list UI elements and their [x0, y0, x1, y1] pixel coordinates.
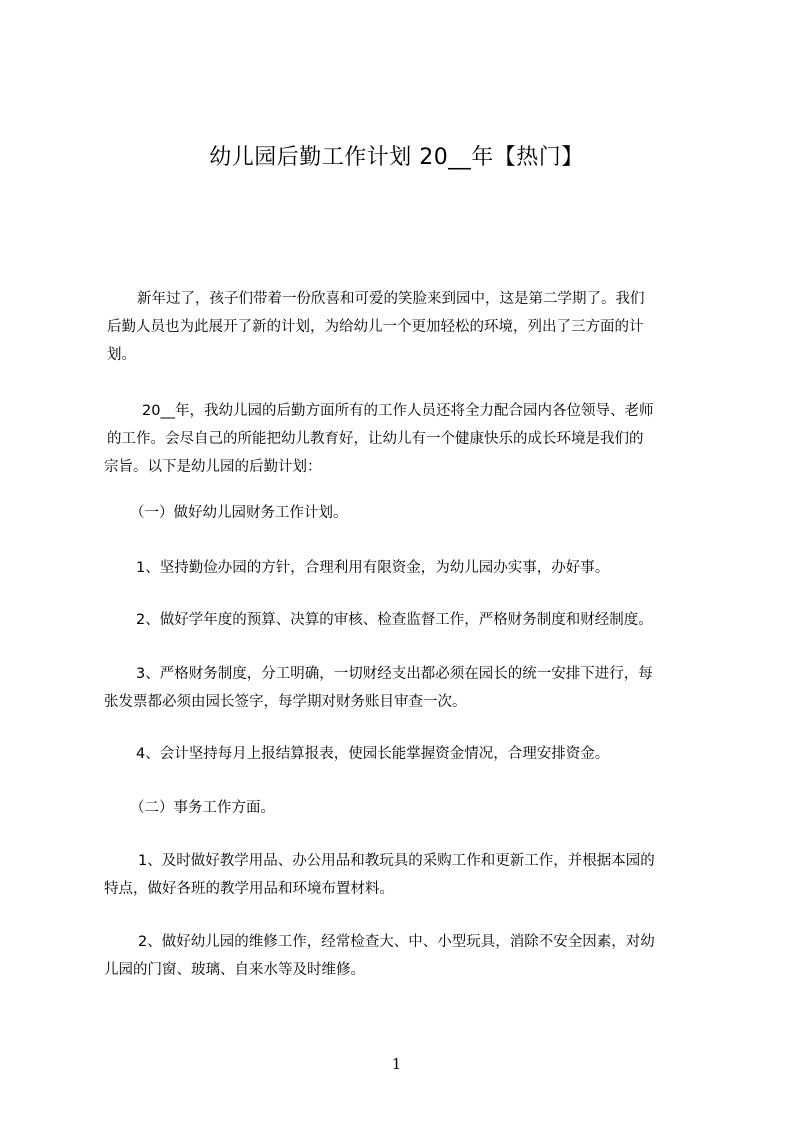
text-line: 20__年，我幼儿园的后勤方面所有的工作人员还将全力配合园内各位领导、老师	[142, 403, 654, 419]
text-line: 宗旨。以下是幼儿园的后勤计划：	[104, 459, 322, 475]
page-number: 1	[391, 1055, 402, 1073]
document-title: 幼儿园后勤工作计划 20__年【热门】	[209, 145, 584, 170]
list-item-finance-3	[104, 660, 710, 716]
text-line: 划。	[107, 347, 136, 363]
text-line: 4、会计坚持每月上报结算报表，使园长能掌握资金情况，合理安排资金。	[136, 746, 610, 762]
list-item-finance-1	[104, 554, 710, 582]
text-line: （一）做好幼儿园财务工作计划。	[130, 505, 348, 521]
text-line: 的工作。会尽自己的所能把幼儿教育好，让幼儿有一个健康快乐的成长环境是我们的	[107, 431, 644, 447]
list-item-affairs-2	[104, 928, 710, 984]
text-line: 1、坚持勤俭办园的方针，合理利用有限资金，为幼儿园办实事，办好事。	[136, 560, 610, 576]
section-heading-finance	[104, 499, 710, 527]
text-line: 3、严格财务制度，分工明确，一切财经支出都必须在园长的统一安排下进行，每	[136, 666, 653, 682]
text-line: 儿园的门窗、玻璃、自来水等及时维修。	[104, 962, 365, 978]
text-line: 新年过了，孩子们带着一份欣喜和可爱的笑脸来到园中，这是第二学期了。我们	[137, 291, 645, 307]
text-line: 张发票都必须由园长签字，每学期对财务账目审查一次。	[104, 694, 467, 710]
list-item-finance-4	[104, 740, 710, 768]
text-line: 2、做好幼儿园的维修工作，经常检查大、中、小型玩具，消除不安全因素，对幼	[138, 934, 655, 950]
text-line: 1、及时做好教学用品、办公用品和教玩具的采购工作和更新工作，并根据本园的	[138, 853, 655, 869]
list-item-finance-2	[104, 606, 710, 634]
paragraph-intro	[104, 285, 710, 369]
list-item-affairs-1	[104, 847, 710, 903]
text-line: 后勤人员也为此展开了新的计划，为给幼儿一个更加轻松的环境，列出了三方面的计	[107, 319, 644, 335]
paragraph-overview	[104, 397, 710, 481]
section-heading-affairs	[104, 794, 710, 822]
text-line: 2、做好学年度的预算、决算的审核、检查监督工作，严格财务制度和财经制度。	[136, 612, 653, 628]
text-line: （二）事务工作方面。	[130, 800, 275, 816]
text-line: 特点，做好各班的教学用品和环境布置材料。	[104, 881, 394, 897]
